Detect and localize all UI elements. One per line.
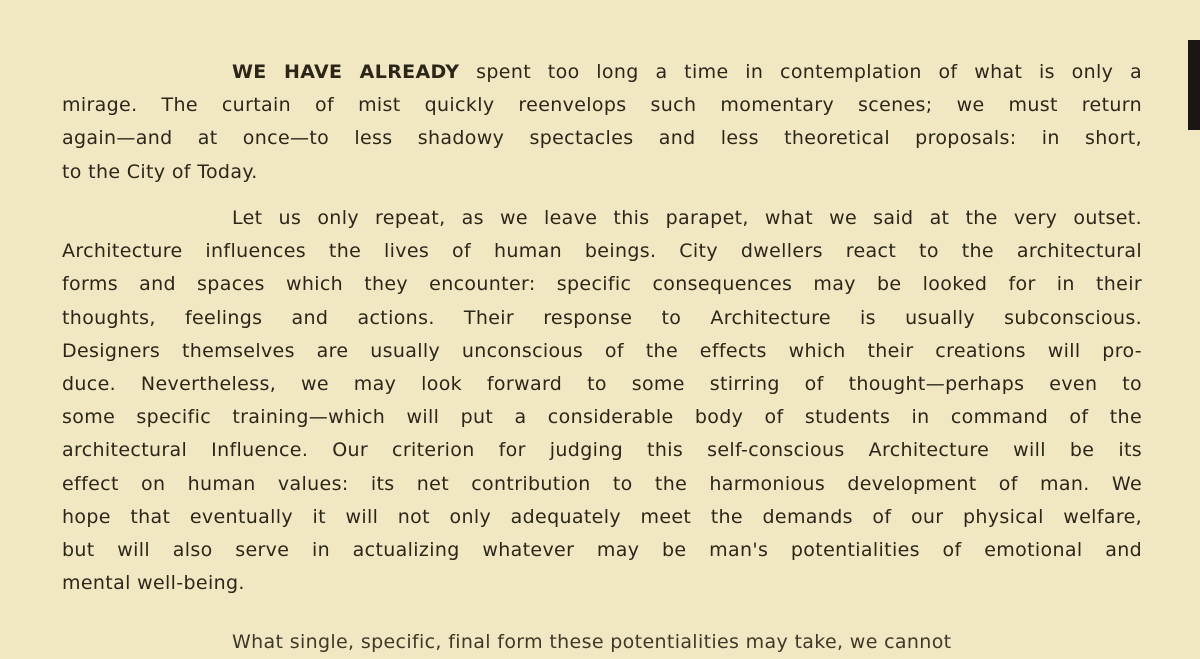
paragraph-3-line-1: What single, specific, final form these potentialities may take, we cannot — [232, 631, 952, 653]
paragraph-1-line-4: to the City of Today. — [62, 160, 258, 183]
paragraph-2-line-11: but will also serve in actualizing whatever may be man's potentialities of emotional and — [62, 538, 1142, 561]
paragraph-2-line-2: Architecture influences the lives of human beings. City dwellers react to the architectural — [62, 240, 1142, 263]
paragraph-2-line-12: mental well-being. — [62, 572, 245, 595]
paragraph-2 — [62, 202, 1142, 600]
paragraph-2-line-6: duce. Nevertheless, we may look forward to some stirring of thought—perhaps even to — [62, 372, 1142, 395]
paragraph-1-line-1 — [62, 56, 1142, 89]
paragraph-2-line-5: Designers themselves are usually unconscious of the effects which their creations will pro- — [62, 339, 1142, 362]
paragraph-2-line-8: architectural Influence. Our criterion for judging this self-conscious Architecture will be its — [62, 439, 1142, 462]
paragraph-2-line-4: thoughts, feelings and actions. Their response to Architecture is usually subconscious. — [62, 306, 1142, 329]
paragraph-1 — [62, 56, 1142, 189]
paragraph-3-partial — [62, 626, 1142, 659]
paragraph-1-lead: WE HAVE ALREADY — [232, 61, 460, 83]
paragraph-2-line-3: forms and spaces which they encounter: specific consequences may be looked for in their — [62, 273, 1142, 296]
paragraph-1-line-1-text: spent too long a time in contemplation of what is only a — [459, 61, 1142, 83]
page-edge-shadow — [1188, 40, 1200, 130]
paragraph-2-line-7: some specific training—which will put a considerable body of students in command of the — [62, 406, 1142, 429]
paragraph-2-line-9: effect on human values: its net contribution to the harmonious development of man. We — [62, 472, 1142, 495]
paragraph-2-line-10: hope that eventually it will not only adequately meet the demands of our physical welfare, — [62, 505, 1142, 528]
paragraph-1-line-3: again—and at once—to less shadowy spectacles and less theoretical proposals: in short, — [62, 127, 1142, 150]
paragraph-1-line-2: mirage. The curtain of mist quickly reenvelops such momentary scenes; we must return — [62, 94, 1142, 117]
paragraph-2-line-1: Let us only repeat, as we leave this parapet, what we said at the very outset. — [232, 207, 1142, 229]
